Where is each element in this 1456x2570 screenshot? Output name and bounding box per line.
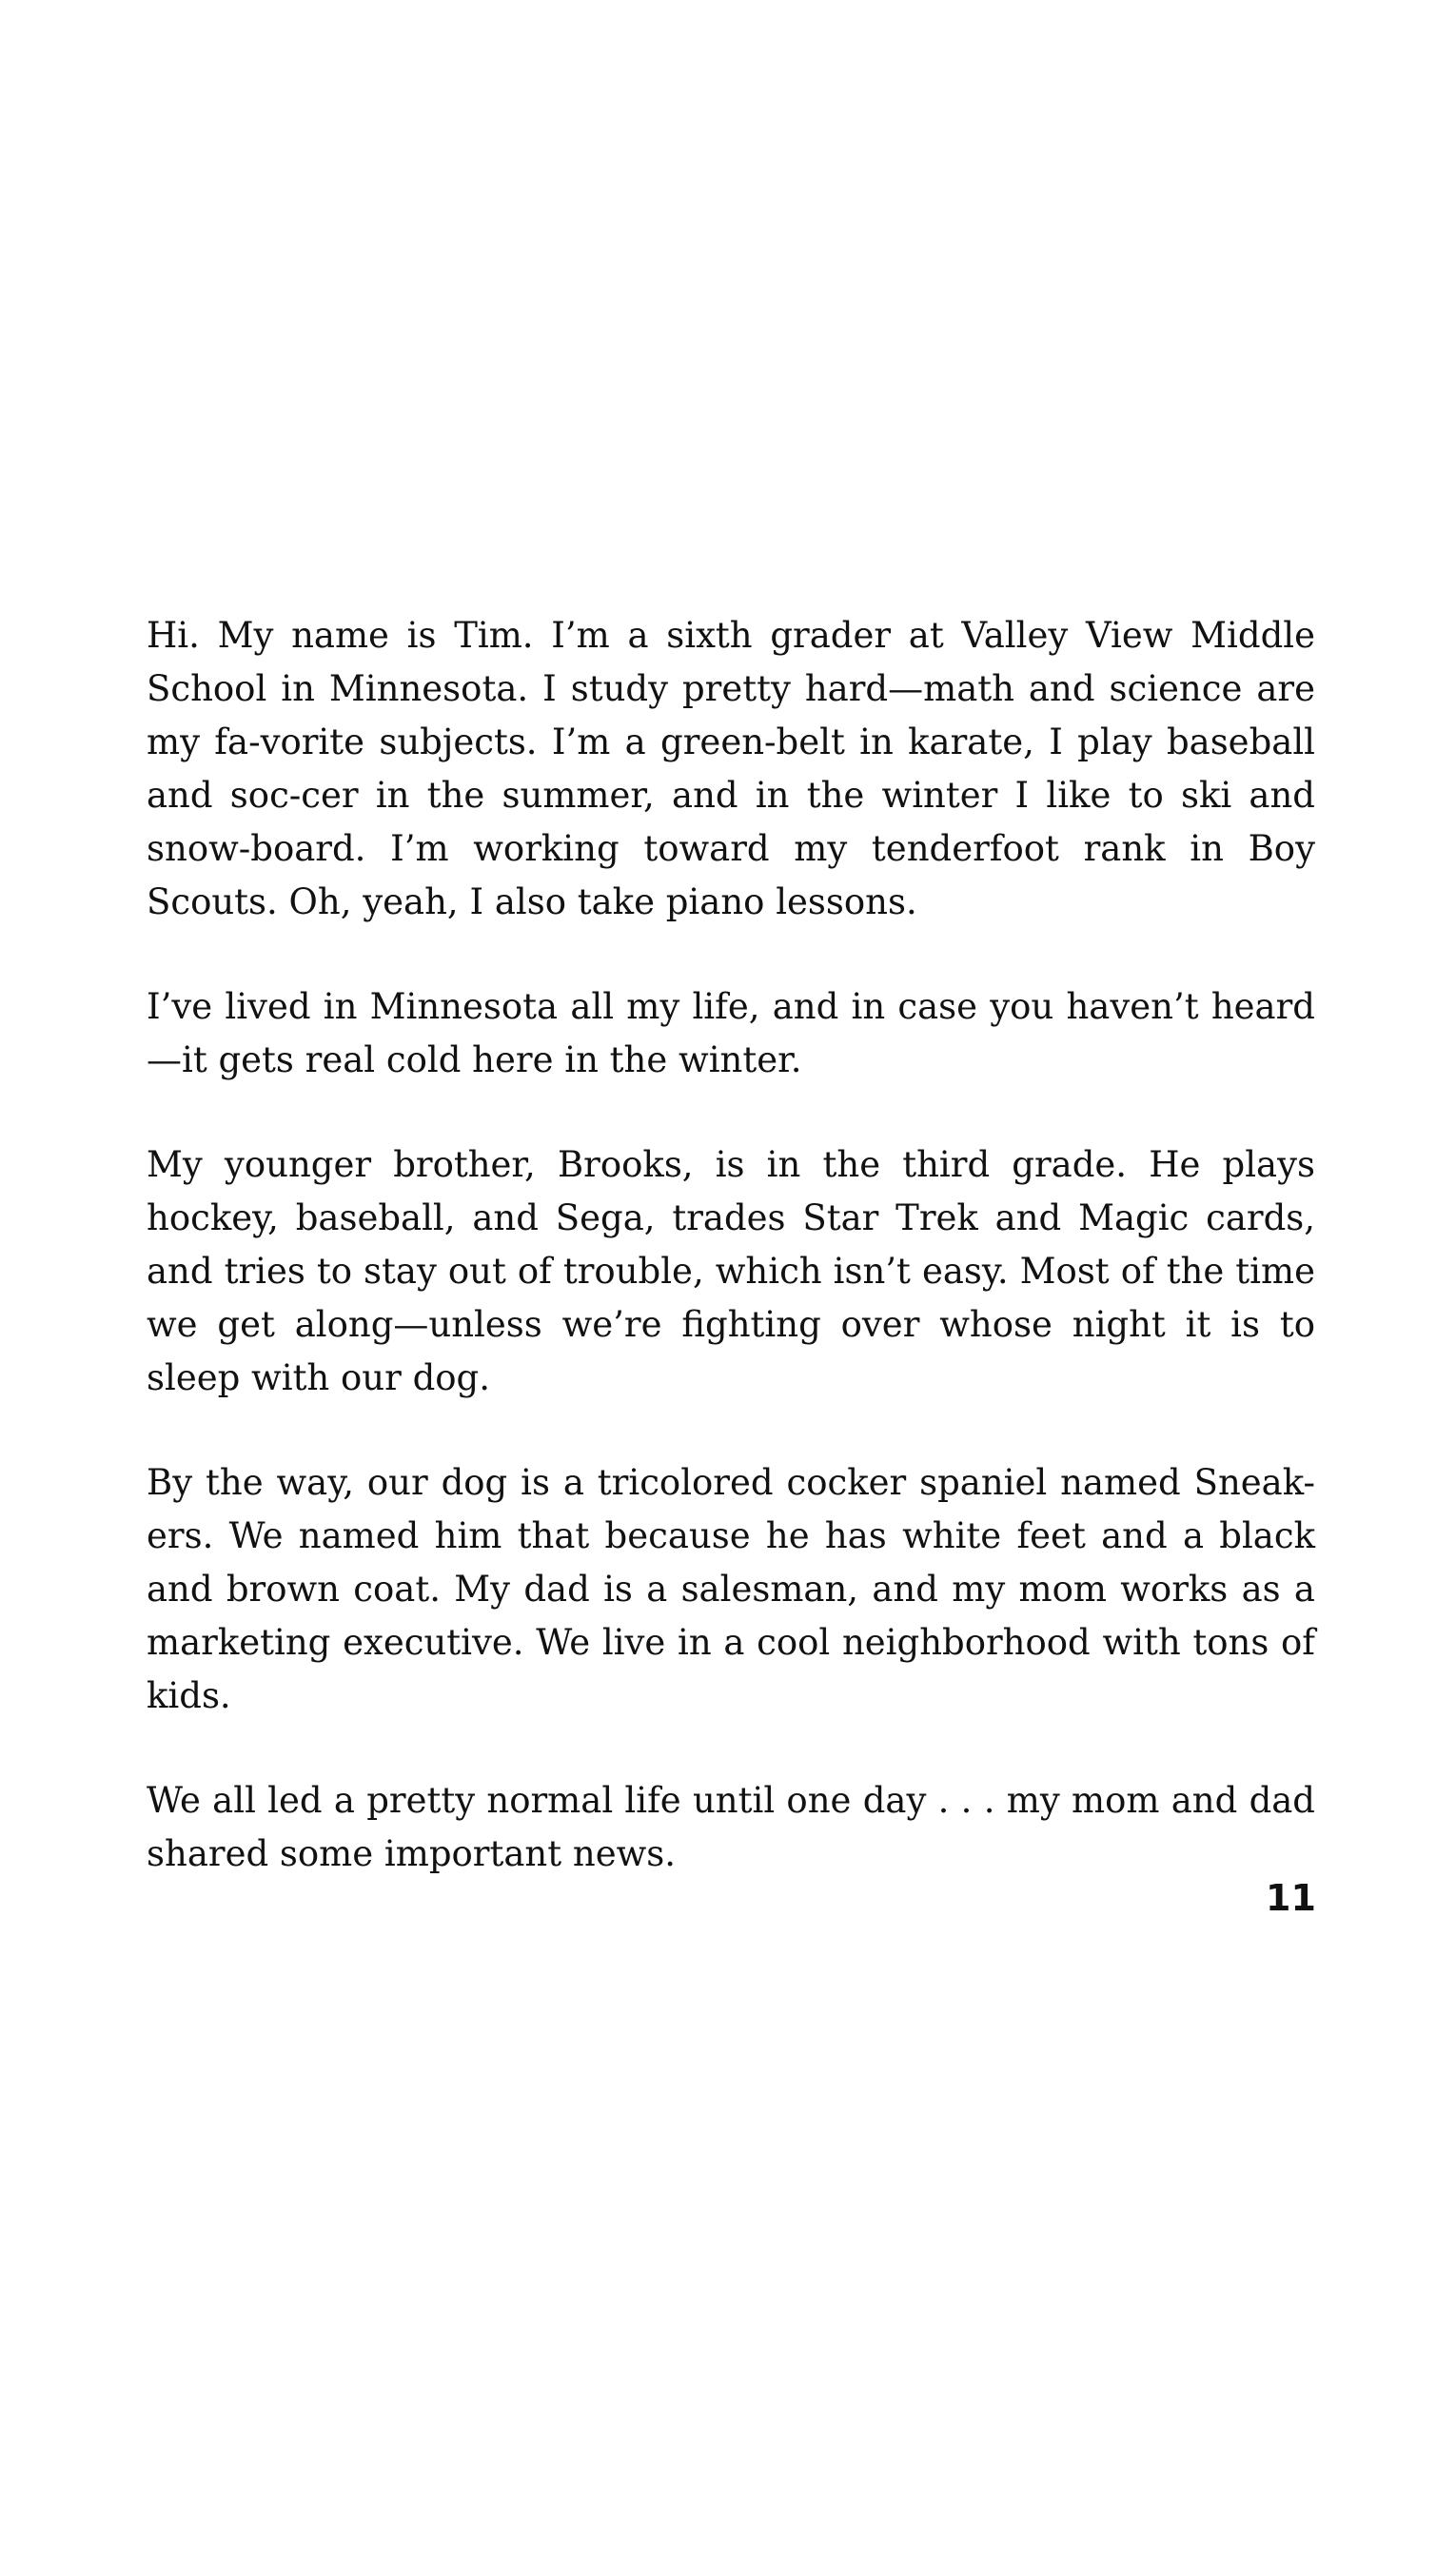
paragraph-news: We all led a pretty normal life until one day . . . my mom and dad shared some important news.	[147, 1780, 1315, 1874]
page-number: 11	[1266, 1877, 1316, 1919]
paragraph-dog-and-parents: By the way, our dog is a tricolored cocker spaniel named Sneak-ers. We named him that because he has white feet and a black and brown coat. My dad is a salesman, and my mom works as a marketing executive. We live in a cool neighborhood with tons of kids.	[147, 1462, 1315, 1716]
paragraph-brother: My younger brother, Brooks, is in the third grade. He plays hockey, baseball, and Sega, trades Star Trek and Magic cards, and tries to stay out of trouble, which isn’t easy. Most of the time we get along—unless we’re fighting over whose night it is to sleep with our dog.	[147, 1144, 1315, 1398]
paragraph-intro: Hi. My name is Tim. I’m a sixth grader at Valley View Middle School in Minnesota. I study pretty hard—math and science are my fa-vorite subjects. I’m a green-belt in karate, I play baseball and soc-cer in the summer, and in the winter I like to ski and snow-board. I’m working toward my tenderfoot rank in Boy Scouts. Oh, yeah, I also take piano lessons.	[147, 615, 1315, 922]
paragraph-minnesota: I’ve lived in Minnesota all my life, and in case you haven’t heard—it gets real cold here in the winter.	[147, 986, 1315, 1080]
body-text	[147, 609, 1315, 1932]
